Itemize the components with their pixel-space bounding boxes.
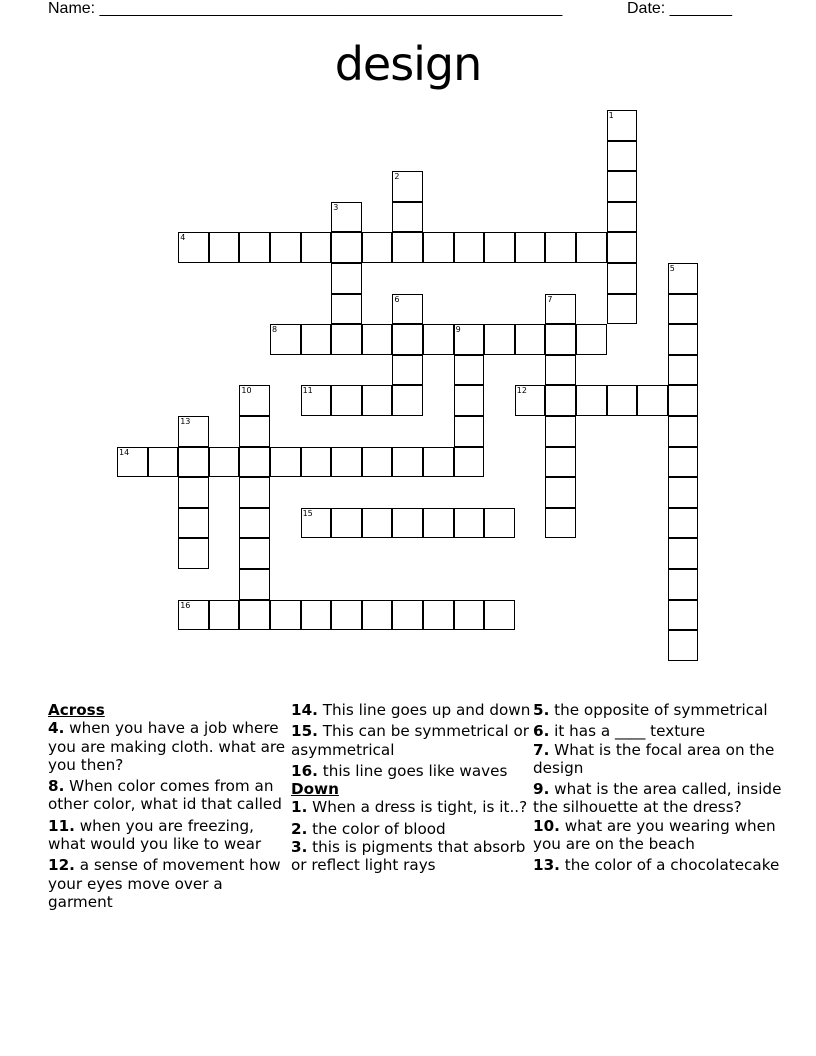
clue-text: it has a ____ texture <box>549 722 706 741</box>
clue-number: 3. <box>291 838 308 857</box>
crossword-cell[interactable] <box>239 477 270 508</box>
crossword-cell[interactable] <box>362 508 393 539</box>
crossword-cell[interactable] <box>576 324 607 355</box>
clue-number: 6. <box>533 722 550 741</box>
cell-number: 2 <box>394 172 400 182</box>
crossword-cell[interactable] <box>454 447 485 478</box>
clue-down-13 <box>533 856 783 874</box>
crossword-cell[interactable] <box>515 385 546 416</box>
crossword-cell[interactable] <box>392 385 423 416</box>
crossword-cell[interactable] <box>454 600 485 631</box>
crossword-cell[interactable] <box>668 263 699 294</box>
clue-text: the color of blood <box>307 819 446 838</box>
crossword-cell[interactable] <box>209 447 240 478</box>
clue-number: 9. <box>533 780 550 799</box>
crossword-cell[interactable] <box>668 294 699 325</box>
clue-across-16 <box>291 762 531 780</box>
across-heading: Across <box>48 701 105 719</box>
crossword-cell[interactable] <box>515 324 546 355</box>
cell-number: 7 <box>547 294 553 304</box>
crossword-cell[interactable] <box>607 171 638 202</box>
clue-across-12 <box>48 856 288 911</box>
clue-text: This line goes up and down <box>317 701 531 719</box>
crossword-cell[interactable] <box>301 232 332 263</box>
crossword-cell[interactable] <box>270 232 301 263</box>
crossword-cell[interactable] <box>331 385 362 416</box>
crossword-cell[interactable] <box>178 232 209 263</box>
clue-down-9 <box>533 780 783 817</box>
crossword-cell[interactable] <box>331 294 362 325</box>
crossword-cell[interactable] <box>178 600 209 631</box>
cell-number: 16 <box>180 600 191 610</box>
clue-number: 12. <box>48 856 75 875</box>
crossword-cell[interactable] <box>484 508 515 539</box>
crossword-cell[interactable] <box>607 141 638 172</box>
clues-column-1 <box>48 701 288 914</box>
crossword-cell[interactable] <box>545 447 576 478</box>
clue-number: 2. <box>291 819 308 838</box>
clue-number: 11. <box>48 816 75 835</box>
cell-number: 9 <box>455 325 461 335</box>
crossword-cell[interactable] <box>331 232 362 263</box>
crossword-cell[interactable] <box>178 447 209 478</box>
clue-number: 15. <box>291 722 318 741</box>
crossword-cell[interactable] <box>576 385 607 416</box>
clue-text: what are you wearing when you are on the beach <box>533 816 776 854</box>
crossword-cell[interactable] <box>392 202 423 233</box>
crossword-cell[interactable] <box>668 477 699 508</box>
clue-number: 10. <box>533 816 560 835</box>
clue-across-15 <box>291 722 531 759</box>
crossword-cell[interactable] <box>607 110 638 141</box>
crossword-cell[interactable] <box>178 508 209 539</box>
crossword-cell[interactable] <box>454 416 485 447</box>
clue-down-10 <box>533 817 783 854</box>
clue-text: what is the area called, inside the silhouette at the dress? <box>533 780 782 817</box>
crossword-cell[interactable] <box>454 355 485 386</box>
crossword-cell[interactable] <box>392 355 423 386</box>
clue-text: When color comes from an other color, what id that called <box>48 777 282 814</box>
clue-text: this line goes like waves <box>317 761 508 780</box>
clue-down-2 <box>291 820 531 838</box>
clue-across-8 <box>48 777 288 814</box>
clue-down-5 <box>533 701 783 719</box>
crossword-cell[interactable] <box>484 324 515 355</box>
crossword-cell[interactable] <box>607 294 638 325</box>
crossword-cell[interactable] <box>270 324 301 355</box>
clue-number: 7. <box>533 740 550 759</box>
date-field-label: Date: _______ <box>627 0 732 17</box>
crossword-cell[interactable] <box>301 447 332 478</box>
crossword-cell[interactable] <box>545 294 576 325</box>
crossword-cell[interactable] <box>301 385 332 416</box>
crossword-cell[interactable] <box>454 324 485 355</box>
crossword-cell[interactable] <box>178 477 209 508</box>
crossword-cell[interactable] <box>607 385 638 416</box>
clue-text: When a dress is tight, is it..? <box>307 798 528 817</box>
crossword-cell[interactable] <box>178 416 209 447</box>
crossword-cell[interactable] <box>148 447 179 478</box>
crossword-cell[interactable] <box>423 447 454 478</box>
crossword-cell[interactable] <box>668 385 699 416</box>
crossword-cell[interactable] <box>331 202 362 233</box>
clue-number: 4. <box>48 719 65 738</box>
crossword-cell[interactable] <box>545 508 576 539</box>
clues-column-2 <box>291 701 531 878</box>
crossword-cell[interactable] <box>545 355 576 386</box>
crossword-cell[interactable] <box>454 508 485 539</box>
crossword-cell[interactable] <box>545 477 576 508</box>
crossword-cell[interactable] <box>668 416 699 447</box>
crossword-cell[interactable] <box>515 232 546 263</box>
crossword-cell[interactable] <box>668 600 699 631</box>
crossword-cell[interactable] <box>576 232 607 263</box>
crossword-cell[interactable] <box>668 569 699 600</box>
crossword-cell[interactable] <box>484 600 515 631</box>
crossword-cell[interactable] <box>392 232 423 263</box>
cell-number: 8 <box>272 325 278 335</box>
clue-number: 1. <box>291 798 308 817</box>
crossword-cell[interactable] <box>331 508 362 539</box>
crossword-cell[interactable] <box>331 447 362 478</box>
crossword-cell[interactable] <box>454 232 485 263</box>
crossword-cell[interactable] <box>423 232 454 263</box>
clue-text: the opposite of symmetrical <box>549 701 768 719</box>
clue-across-11 <box>48 817 288 854</box>
name-field-label: Name: ____________________________________________________ <box>48 0 563 17</box>
crossword-cell[interactable] <box>392 294 423 325</box>
crossword-cell[interactable] <box>392 447 423 478</box>
clue-number: 16. <box>291 761 318 780</box>
clues-column-3 <box>533 701 783 878</box>
cell-number: 3 <box>333 202 339 212</box>
crossword-cell[interactable] <box>423 508 454 539</box>
crossword-cell[interactable] <box>545 324 576 355</box>
cell-number: 11 <box>302 386 313 396</box>
crossword-cell[interactable] <box>301 600 332 631</box>
crossword-cell[interactable] <box>331 600 362 631</box>
crossword-cell[interactable] <box>209 232 240 263</box>
crossword-cell[interactable] <box>239 538 270 569</box>
crossword-cell[interactable] <box>392 600 423 631</box>
crossword-cell[interactable] <box>454 385 485 416</box>
crossword-cell[interactable] <box>545 232 576 263</box>
cell-number: 1 <box>608 111 614 120</box>
clue-across-14 <box>291 701 531 719</box>
crossword-cell[interactable] <box>392 171 423 202</box>
crossword-cell[interactable] <box>270 600 301 631</box>
clue-down-1 <box>291 798 531 816</box>
crossword-cell[interactable] <box>607 263 638 294</box>
cell-number: 13 <box>180 417 191 426</box>
clue-number: 13. <box>533 856 560 875</box>
clue-down-3 <box>291 838 531 875</box>
crossword-cell[interactable] <box>545 385 576 416</box>
cell-number: 15 <box>302 508 313 518</box>
crossword-cell[interactable] <box>301 324 332 355</box>
clue-text: a sense of movement how your eyes move over a garment <box>48 856 281 911</box>
crossword-cell[interactable] <box>270 447 301 478</box>
clue-text: the color of a chocolatecake <box>559 856 780 875</box>
clue-text: this is pigments that absorb or reflect light rays <box>291 838 526 875</box>
clue-number: 8. <box>48 777 65 796</box>
crossword-cell[interactable] <box>239 508 270 539</box>
crossword-cell[interactable] <box>607 202 638 233</box>
crossword-cell[interactable] <box>607 232 638 263</box>
crossword-cell[interactable] <box>301 508 332 539</box>
clue-number: 14. <box>291 701 318 719</box>
crossword-cell[interactable] <box>484 232 515 263</box>
cell-number: 4 <box>180 233 186 243</box>
crossword-cell[interactable] <box>178 538 209 569</box>
crossword-cell[interactable] <box>117 447 148 478</box>
crossword-cell[interactable] <box>392 324 423 355</box>
crossword-cell[interactable] <box>545 416 576 447</box>
crossword-cell[interactable] <box>668 355 699 386</box>
down-heading: Down <box>291 780 339 799</box>
crossword-cell[interactable] <box>423 600 454 631</box>
crossword-cell[interactable] <box>637 385 668 416</box>
crossword-cell[interactable] <box>331 324 362 355</box>
clue-down-7 <box>533 741 783 778</box>
clue-across-4 <box>48 719 288 774</box>
cell-number: 5 <box>669 264 675 273</box>
crossword-cell[interactable] <box>239 232 270 263</box>
clue-number: 5. <box>533 701 550 719</box>
crossword-cell[interactable] <box>239 447 270 478</box>
cell-number: 12 <box>516 386 527 396</box>
crossword-cell[interactable] <box>668 538 699 569</box>
crossword-cell[interactable] <box>331 263 362 294</box>
crossword-cell[interactable] <box>209 600 240 631</box>
crossword-cell[interactable] <box>239 569 270 600</box>
clue-text: when you are freezing, what would you like to wear <box>48 816 262 854</box>
cell-number: 14 <box>119 447 130 457</box>
puzzle-title: design <box>334 37 482 91</box>
cell-number: 6 <box>394 294 400 304</box>
crossword-cell[interactable] <box>362 324 393 355</box>
crossword-cell[interactable] <box>423 324 454 355</box>
crossword-cell[interactable] <box>392 508 423 539</box>
crossword-cell[interactable] <box>239 416 270 447</box>
crossword-cell[interactable] <box>362 232 393 263</box>
clue-text: What is the focal area on the design <box>533 740 775 777</box>
crossword-cell[interactable] <box>668 630 699 661</box>
crossword-cell[interactable] <box>668 447 699 478</box>
crossword-cell[interactable] <box>239 385 270 416</box>
crossword-cell[interactable] <box>362 385 393 416</box>
crossword-cell[interactable] <box>239 600 270 631</box>
crossword-cell[interactable] <box>362 600 393 631</box>
crossword-cell[interactable] <box>362 447 393 478</box>
clue-down-6 <box>533 722 783 740</box>
crossword-cell[interactable] <box>668 508 699 539</box>
cell-number: 10 <box>241 386 252 396</box>
clue-text: when you have a job where you are making cloth. what are you then? <box>48 719 286 774</box>
clue-text: This can be symmetrical or asymmetrical <box>291 722 530 759</box>
crossword-cell[interactable] <box>668 324 699 355</box>
